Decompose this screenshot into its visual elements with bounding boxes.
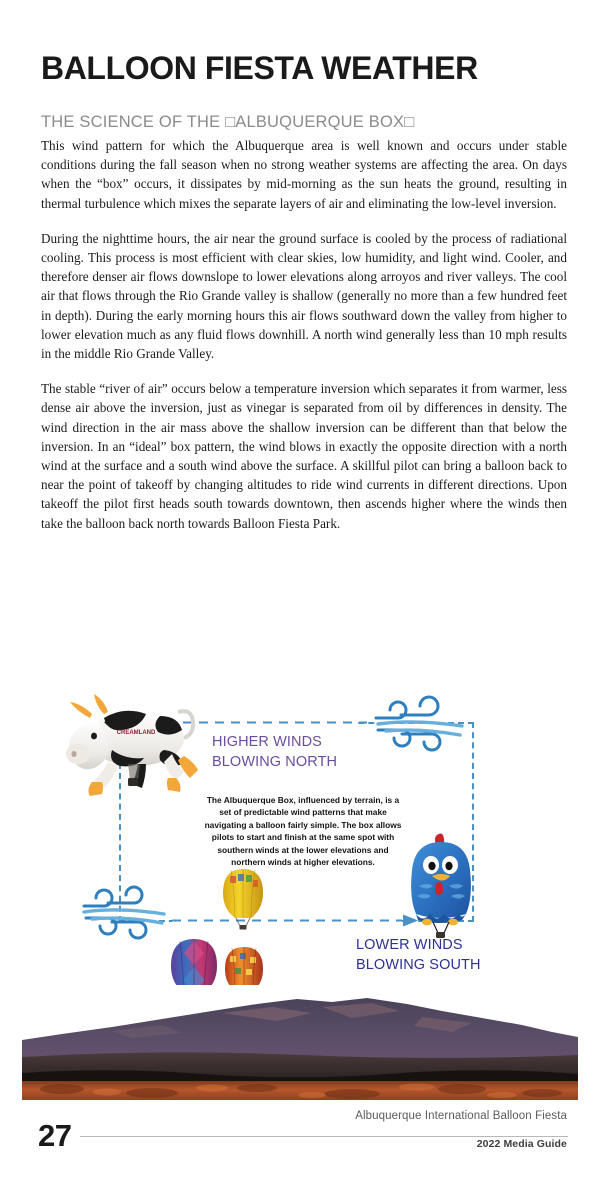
lower-winds-label — [356, 936, 481, 975]
higher-winds-label — [212, 733, 337, 772]
article-body — [41, 136, 567, 533]
paragraph-1: This wind pattern for which the Albuquerque area is well known and occurs under stable conditions during the fall season when no strong weather systems are affecting the area. On days when the “box” occurs, it dissipates by mid-morning as the sun heats the ground, resulting in thermal turbulence which mixes the separate layers of air and eliminating the low-level inversion. — [41, 138, 567, 211]
footer-divider — [80, 1136, 568, 1137]
albuquerque-box-infographic — [22, 655, 578, 1100]
lower-winds-line-1: LOWER WINDS — [356, 937, 463, 953]
cow-balloon-brand-text: CREAMLAND — [116, 730, 156, 736]
chicken-balloon-artwork — [405, 832, 477, 940]
lower-winds-line-2: BLOWING SOUTH — [356, 956, 481, 973]
footer-guide-title: 2022 Media Guide — [476, 1138, 567, 1150]
page-number: 27 — [38, 1118, 72, 1153]
higher-winds-line-1: HIGHER WINDS — [212, 734, 322, 750]
higher-winds-line-2: BLOWING NORTH — [212, 753, 338, 770]
paragraph-3: The stable “river of air” occurs below a temperature inversion which separates it from warmer, less dense air above the inversion, just as vinegar is separated from oil by differences in density. The wind direction in the air mass above the shallow inversion can be different than that below the inversion. In an “ideal” box pattern, the wind blows in exactly the opposite direction with a north wind at the surface and a south wind above the surface. A skillful pilot can bring a balloon back to near the point of takeoff by changing altitudes to ride wind currents in different directions. Upon takeoff the pilot first heads south towards downtown, then ascends higher where the winds then take the balloon back north towards Balloon Fiesta Park. — [41, 381, 567, 531]
page-title: BALLOON FIESTA WEATHER — [41, 50, 478, 86]
paragraph-2: During the nighttime hours, the air near the ground surface is cooled by the process of radiational cooling. This process is most efficient with clear skies, low humidity, and light wind. Cooler, and therefore denser air flows downslope to lower elevations along arroyos and river valleys. The cool air that flows through the Rio Grande valley is shallow (generally no more than a few hundred feet in depth). During the early morning hours this air flows southward down the valley from higher to lower elevation much as any fluid flows downhill. A north wind generally less than 10 mph results in the middle Rio Grande Valley. — [41, 230, 567, 362]
wind-swirl-icon — [372, 694, 467, 756]
balloon-yellow-artwork — [222, 868, 264, 930]
footer-organization: Albuquerque International Balloon Fiesta — [355, 1110, 567, 1122]
sandia-mountains-landscape — [22, 985, 578, 1100]
arrow-right-icon — [172, 913, 420, 928]
wind-swirl-icon — [80, 884, 170, 942]
albuquerque-box-caption: The Albuquerque Box, influenced by terrain, is a set of predictable wind patterns that make navigating a balloon fairly simple. The box allows pilots to start and finish at the same spot with southern winds at the lower elevations and northern winds at higher elevations. — [204, 795, 402, 868]
cow-balloon-artwork — [52, 688, 202, 800]
page-subtitle: THE SCIENCE OF THE □ALBUQUERQUE BOX□ — [41, 113, 415, 131]
